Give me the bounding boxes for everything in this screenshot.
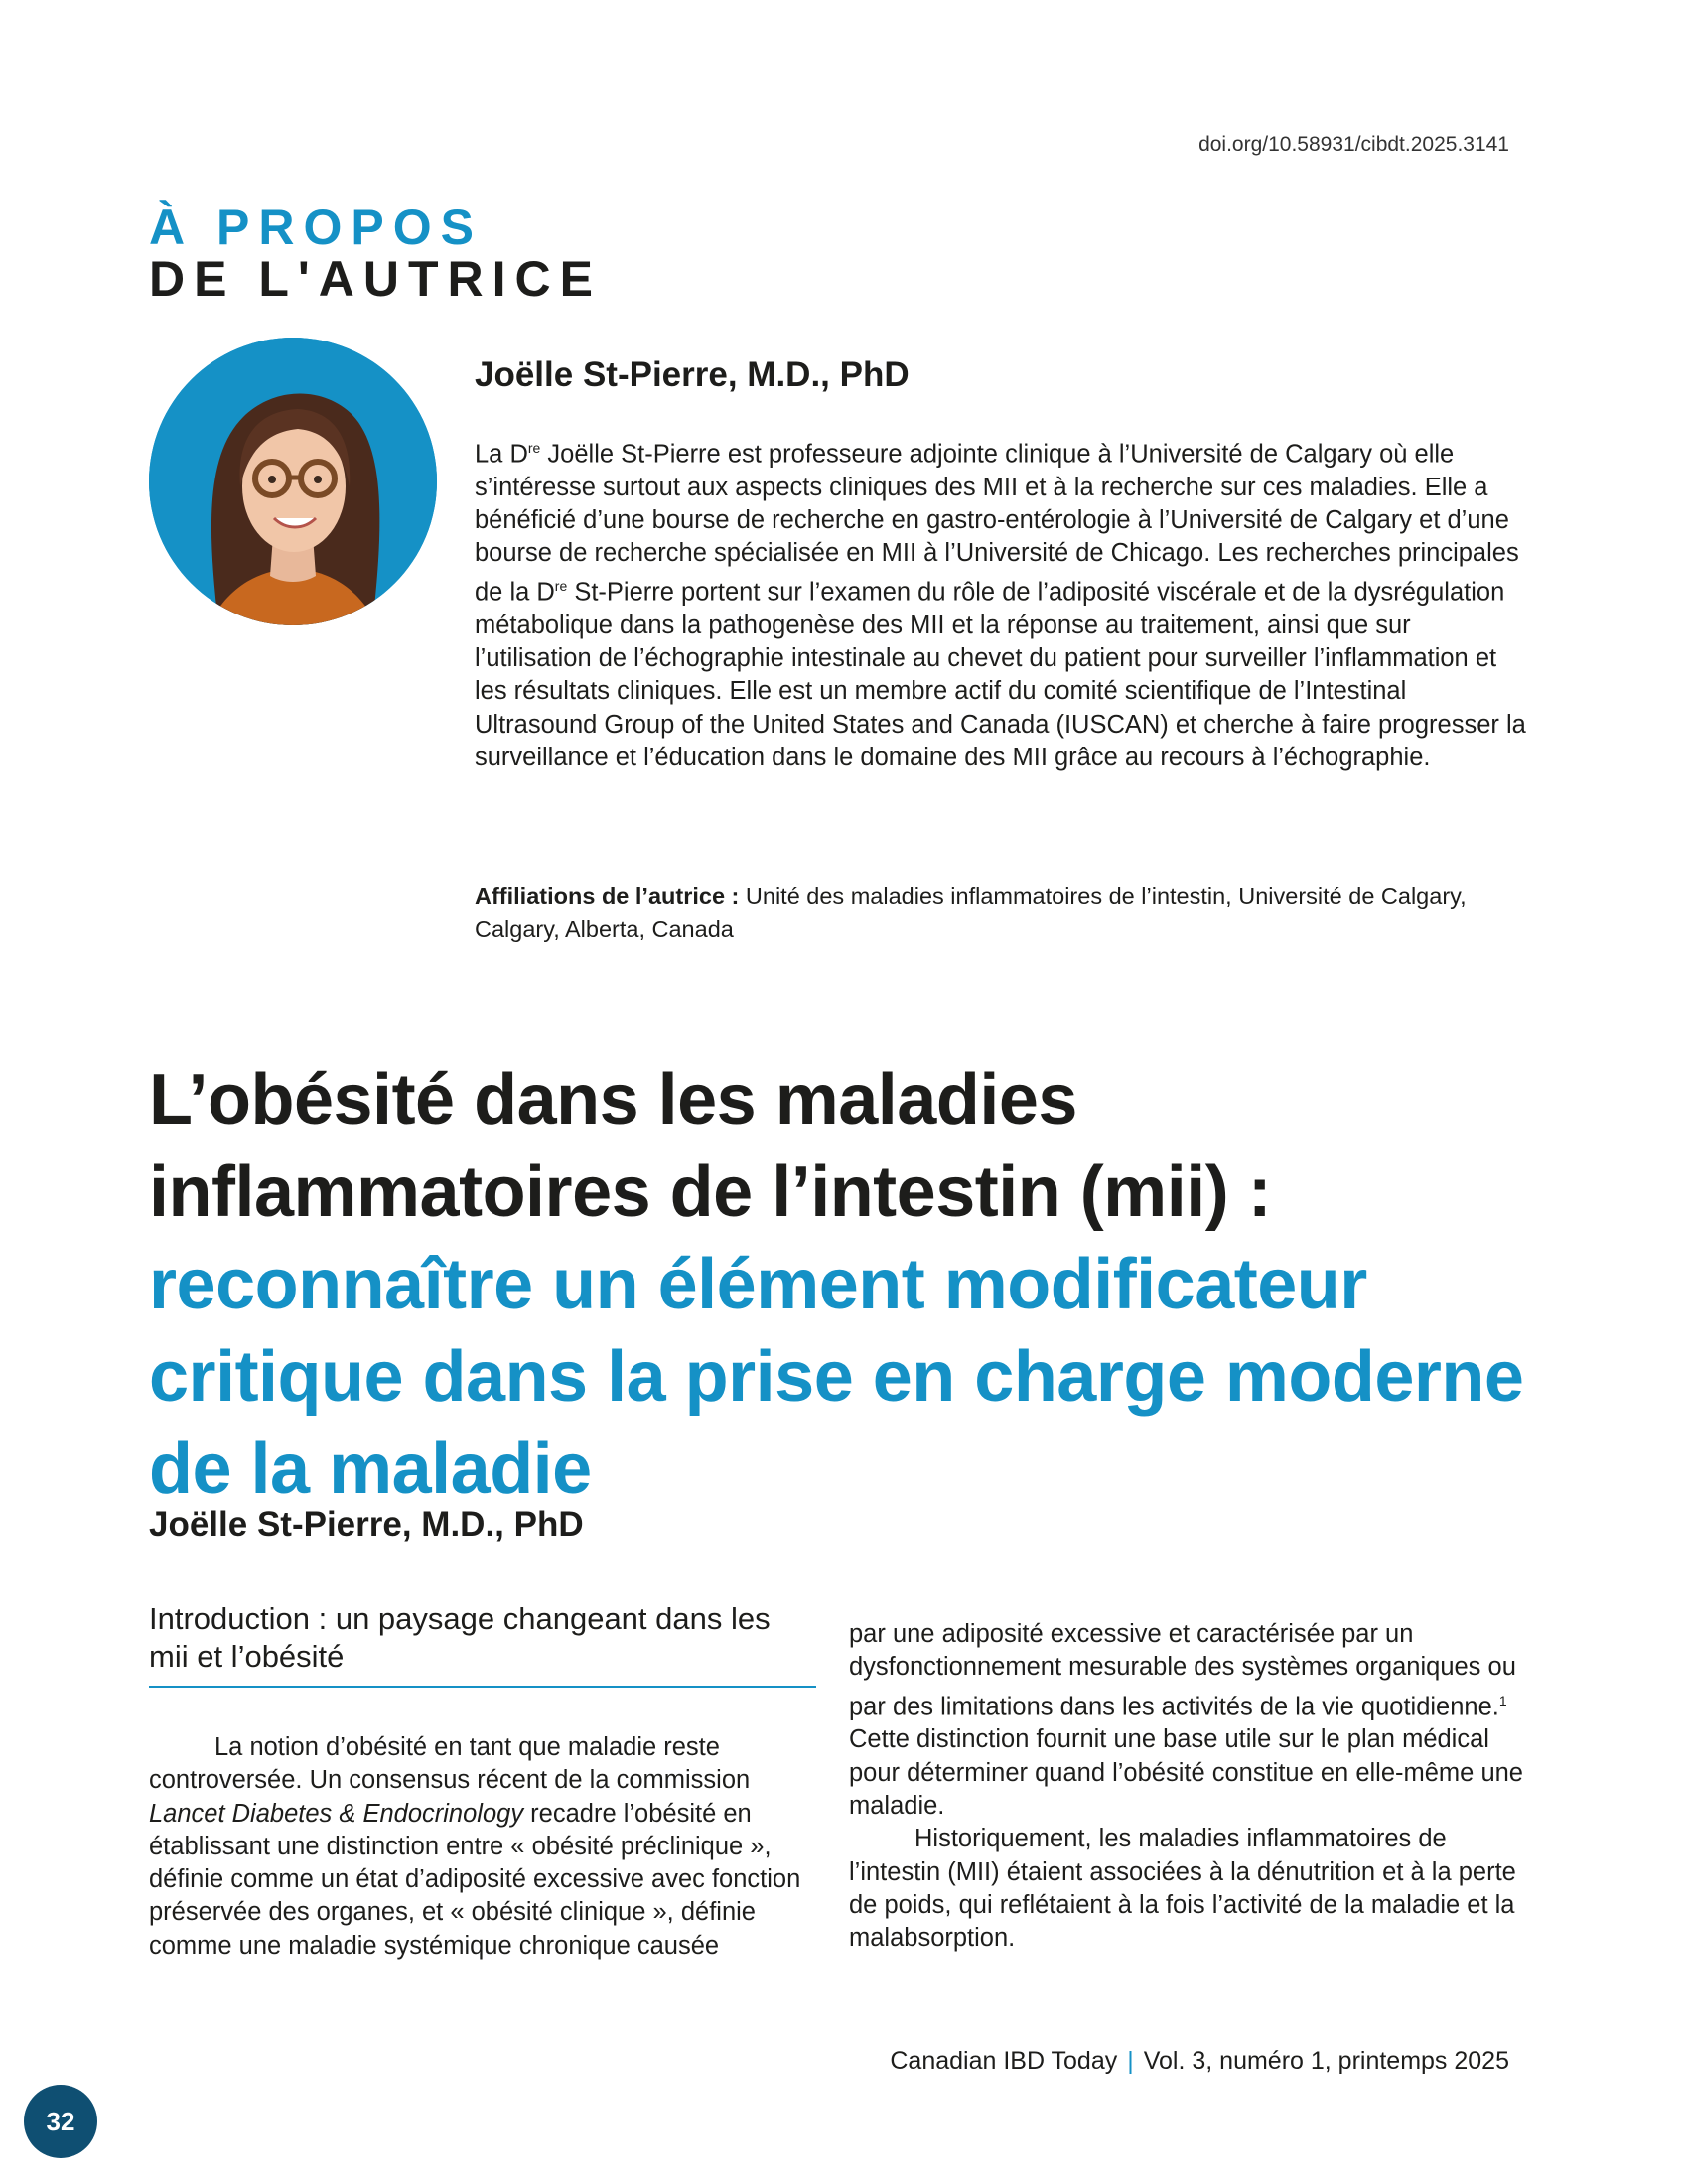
- history-paragraph: Historiquement, les maladies inflammatoires de l’intestin (MII) étaient associées à la dénutrition et à la perte de poids, qui reflétaient à la fois l’activité de la maladie et la malabsorption.: [849, 1825, 1516, 1953]
- affiliations-label: Affiliations de l’autrice :: [475, 884, 740, 909]
- section-divider: [149, 1686, 816, 1688]
- continued-paragraph: par une adiposité excessive et caractérisée par un dysfonctionnement mesurable des systèmes organiques ou par des limitations dans les activités de la vie quotidienne.$^1$ Cette distinction fournit une base utile sur le plan médical pour déterminer quand l’obésité constitue en elle-même une maladie.: [849, 1620, 1523, 1820]
- reference-marker[interactable]: 1: [1498, 1692, 1507, 1708]
- footer-separator: |: [1127, 2047, 1134, 2075]
- about-heading-line2: DE L'AUTRICE: [149, 251, 602, 307]
- article-title-subtitle: reconnaître un élément modificateur critique dans la prise en charge moderne de la maladie: [149, 1245, 1524, 1509]
- journal-name: Canadian IBD Today: [890, 2047, 1118, 2075]
- doi-link[interactable]: doi.org/10.58931/cibdt.2025.3141: [1198, 133, 1509, 156]
- issue-info: Vol. 3, numéro 1, printemps 2025: [1143, 2047, 1509, 2075]
- about-heading-line1: À PROPOS: [149, 200, 483, 255]
- author-bio: La Dre Joëlle St-Pierre est professeure adjointe clinique à l’Université de Calgary où elle s’intéresse surtout aux aspects cliniques des MII et à la recherche sur ces maladies. Elle a bénéficié d’une bourse de recherche en gastro-entérologie à l’Université de Calgary et d’une bourse de recherche spécialisée en MII à l’Université de Chicago. Les recherches principales de la Dre St-Pierre portent sur l’examen du rôle de l’adiposité viscérale et de la dysrégulation métabolique dans la pathogenèse des MII et la réponse au traitement, ainsi que sur l’utilisation de l’échographie intestinale au chevet du patient pour surveiller l’inflammation et les résultats cliniques. Elle est un membre actif du comité scientifique de l’Intestinal Ultrasound Group of the United States and Canada (IUSCAN) et cherche à faire progresser la surveillance et l’éducation dans le domaine des MII grâce au recours à l’échographie.: [475, 440, 1526, 771]
- section-heading: Introduction : un paysage changeant dans les mii et l’obésité: [149, 1601, 771, 1674]
- page-number: 32: [24, 2085, 97, 2158]
- article-title-main: L’obésité dans les maladies inflammatoires de l’intestin (mii) :: [149, 1060, 1272, 1232]
- column-right: [849, 1618, 1534, 1955]
- author-photo: [149, 338, 437, 625]
- column-left: [149, 1600, 814, 1963]
- article-byline: Joëlle St-Pierre, M.D., PhD: [149, 1505, 584, 1544]
- footer: [890, 2047, 1509, 2076]
- author-affiliations: [475, 881, 1527, 946]
- author-name: Joëlle St-Pierre, M.D., PhD: [475, 355, 910, 394]
- intro-paragraph: La notion d’obésité en tant que maladie reste controversée. Un consensus récent de la commission Lancet Diabetes & Endocrinology recadre l’obésité en établissant une distinction entre « obésité préclinique », définie comme un état d’adiposité excessive avec fonction préservée des organes, et « obésité clinique », définie comme une maladie systémique chronique causée: [149, 1733, 801, 1960]
- affiliations-text: Unité des maladies inflammatoires de l’intestin, Université de Calgary, Calgary, Alberta, Canada: [475, 884, 1467, 942]
- about-author-heading: [149, 200, 602, 307]
- article-title: [149, 1054, 1559, 1516]
